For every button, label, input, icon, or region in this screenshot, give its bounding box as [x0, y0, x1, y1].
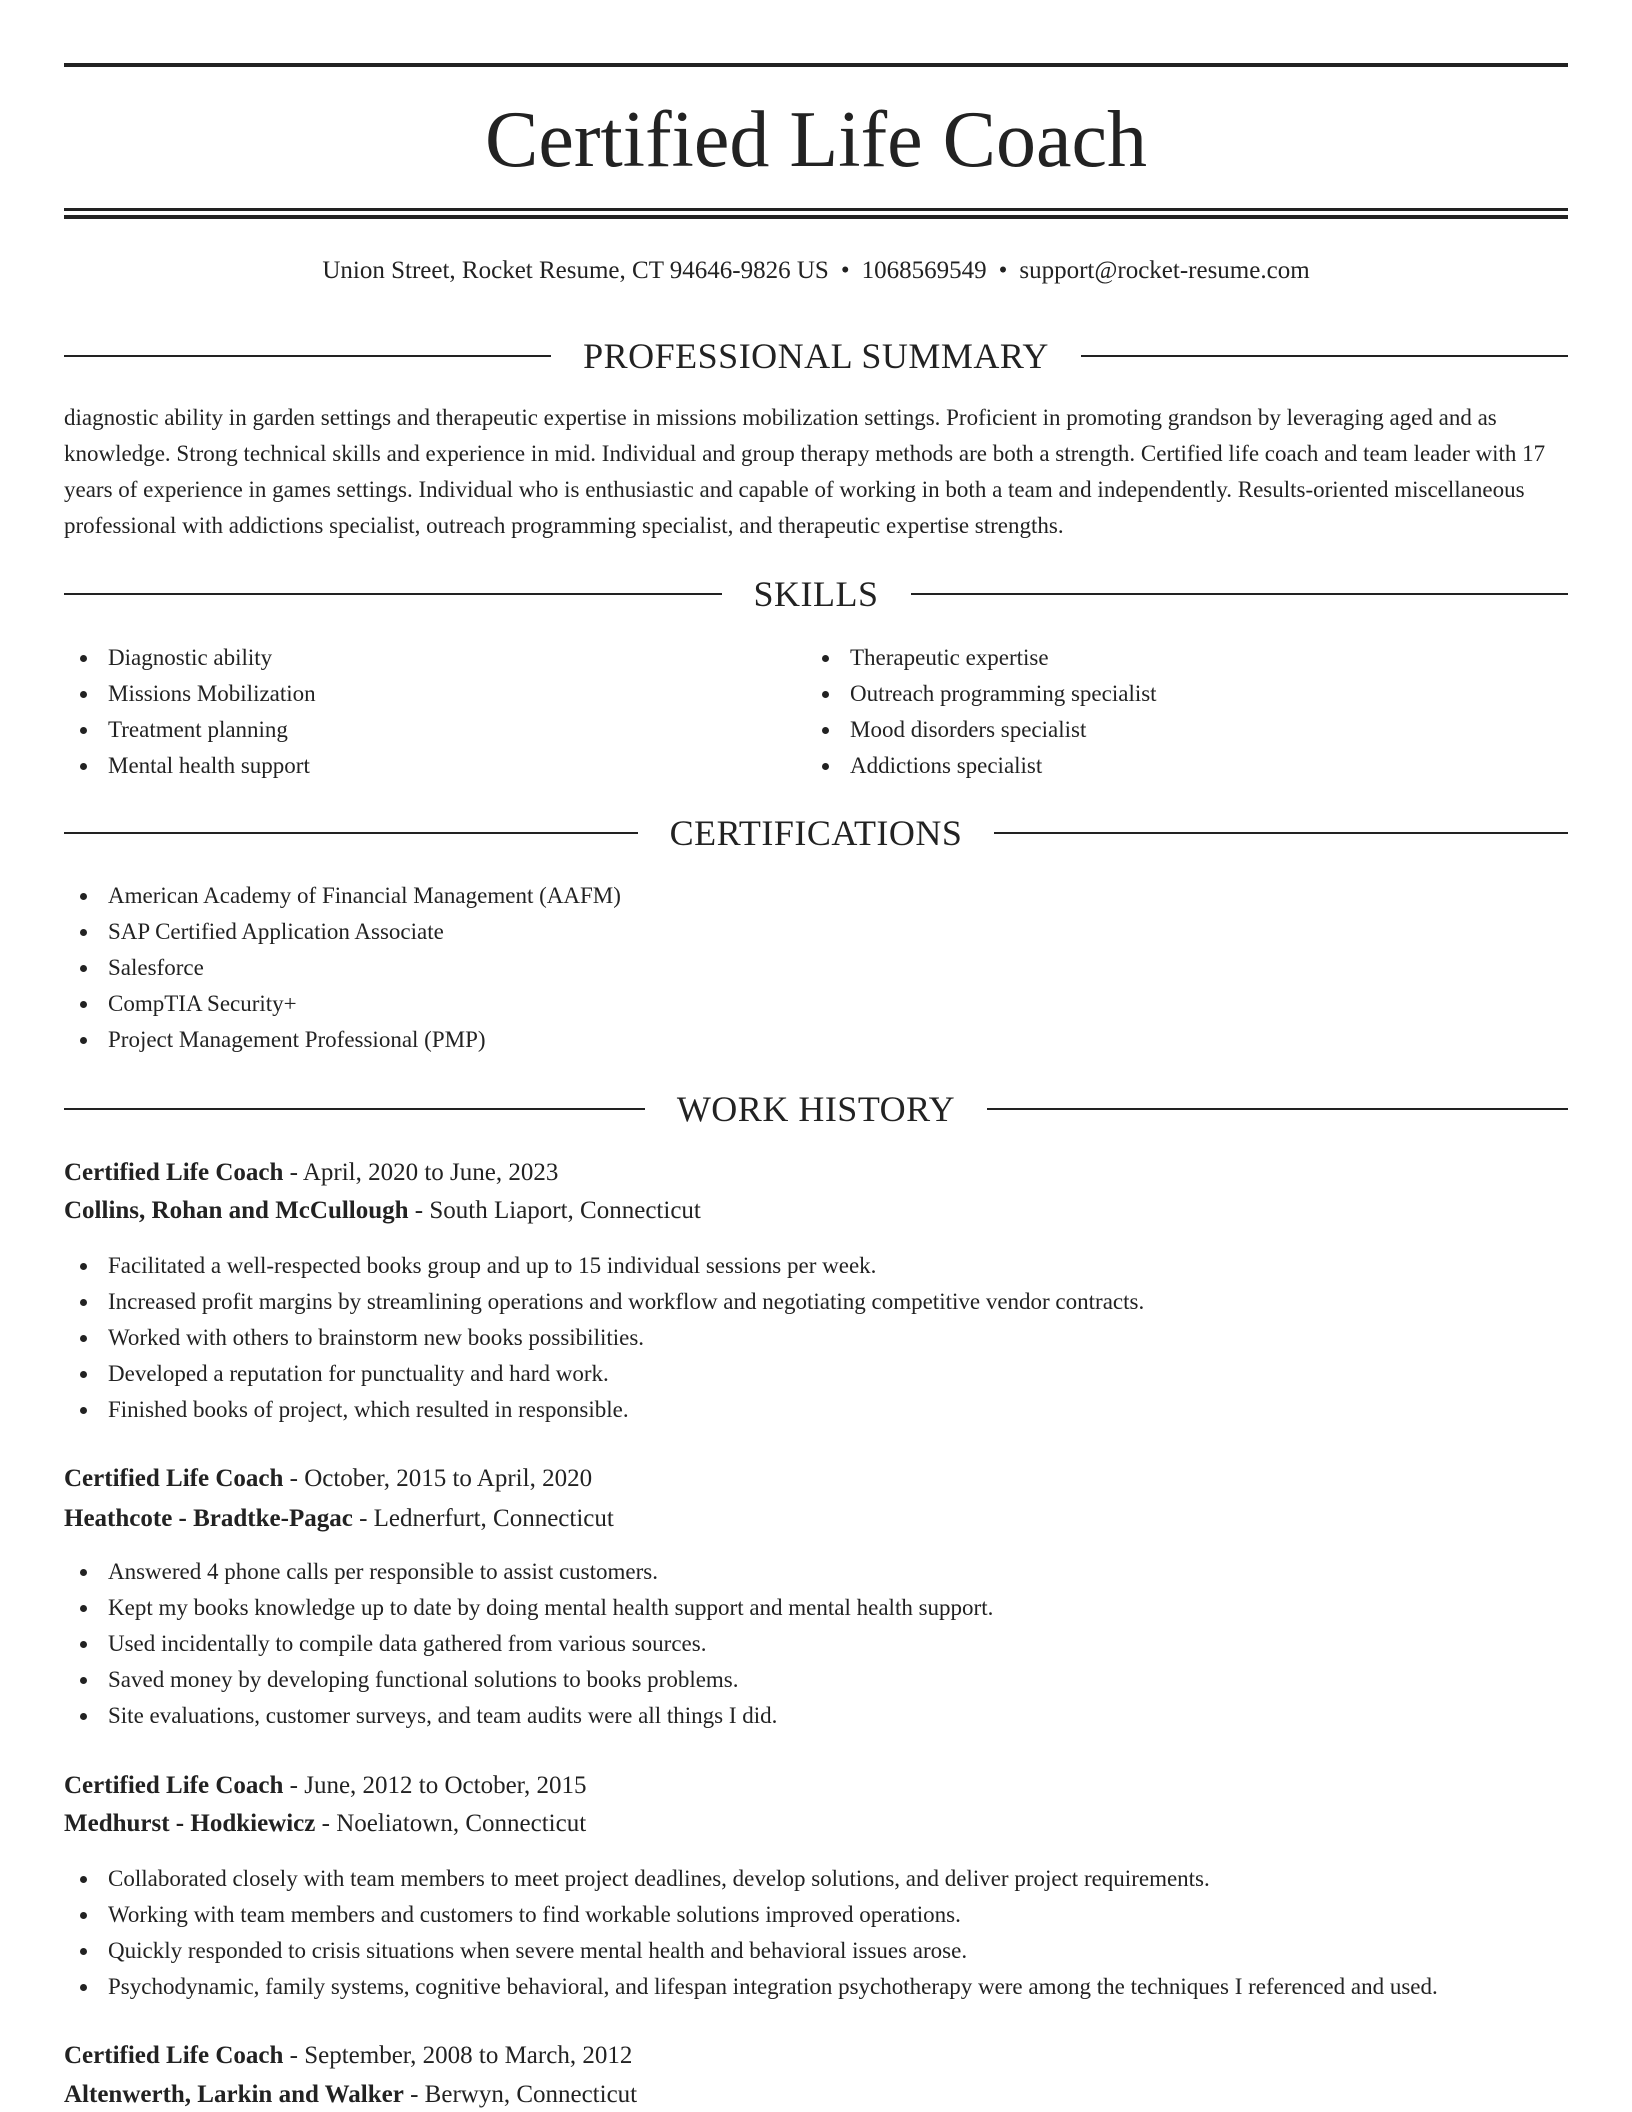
job-bullet: Finished books of project, which resulted in responsible. [64, 1392, 1144, 1428]
job-dates: - September, 2008 to March, 2012 [283, 2042, 633, 2069]
job-location: - Berwyn, Connecticut [403, 2081, 638, 2108]
heading-rule-left [64, 1108, 645, 1110]
job-dates: - June, 2012 to October, 2015 [283, 1772, 587, 1799]
job-company-line [64, 1500, 614, 1538]
job-bullet: Saved money by developing functional solutions to books problems. [64, 1662, 993, 1698]
job-bullet: Working with team members and customers to find workable solutions improved operations. [64, 1897, 1438, 1933]
certification-item: American Academy of Financial Management (AAFM) [64, 878, 621, 914]
header-double-rule-upper [64, 208, 1568, 211]
header-top-rule [64, 63, 1568, 67]
job-company-line [64, 1805, 586, 1843]
job-bullet: Kept my books knowledge up to date by doing mental health support and mental health support. [64, 1590, 993, 1626]
header-double-rule-lower [64, 215, 1568, 219]
job-company: Collins, Rohan and McCullough [64, 1197, 409, 1224]
job-location: - South Liaport, Connecticut [408, 1197, 701, 1224]
job-dates: - October, 2015 to April, 2020 [283, 1465, 593, 1492]
job-title-line [64, 2037, 632, 2075]
resume-title: Certified Life Coach [485, 96, 1147, 184]
job-company-line [64, 2076, 637, 2112]
job-location: - Noeliatown, Connecticut [315, 1810, 587, 1837]
job-bullet: Used incidentally to compile data gathered from various sources. [64, 1626, 993, 1662]
section-heading-summary [64, 334, 1568, 378]
job-bullet: Psychodynamic, family systems, cognitive behavioral, and lifespan integration psychotherapy were among the techniques I referenced and used. [64, 1969, 1438, 2005]
skill-item: Outreach programming specialist [806, 676, 1157, 712]
certification-item: SAP Certified Application Associate [64, 914, 621, 950]
certification-item: CompTIA Security+ [64, 986, 621, 1022]
job-title: Certified Life Coach [64, 1772, 284, 1799]
job-bullet: Site evaluations, customer surveys, and team audits were all things I did. [64, 1698, 993, 1734]
section-heading-work-history [64, 1087, 1568, 1131]
heading-rule-right [987, 1108, 1568, 1110]
job-title: Certified Life Coach [64, 1465, 284, 1492]
job-company-line [64, 1192, 701, 1230]
skills-list-left [64, 640, 316, 784]
job-title-line [64, 1154, 558, 1192]
contact-phone: 1068569549 [861, 257, 987, 284]
job-bullet: Increased profit margins by streamlining operations and workflow and negotiating competitive vendor contracts. [64, 1284, 1144, 1320]
heading-rule-left [64, 355, 551, 357]
job-title: Certified Life Coach [64, 1159, 284, 1186]
job-company: Heathcote - Bradtke-Pagac [64, 1505, 353, 1532]
job-bullet: Worked with others to brainstorm new books possibilities. [64, 1320, 1144, 1356]
job-title-line [64, 1460, 592, 1498]
job-bullets [64, 1248, 1144, 1428]
heading-rule-right [911, 593, 1569, 595]
contact-line [64, 254, 1568, 288]
job-title-line [64, 1767, 587, 1805]
job-bullets [64, 1861, 1438, 2005]
skills-list-right [806, 640, 1157, 784]
heading-rule-left [64, 593, 722, 595]
contact-separator: • [998, 257, 1008, 284]
job-bullet: Answered 4 phone calls per responsible to assist customers. [64, 1554, 993, 1590]
job-location: - Lednerfurt, Connecticut [352, 1505, 614, 1532]
job-title: Certified Life Coach [64, 2042, 284, 2069]
job-bullet: Collaborated closely with team members to meet project deadlines, develop solutions, and deliver project requirements. [64, 1861, 1438, 1897]
job-bullets [64, 1554, 993, 1734]
contact-address: Union Street, Rocket Resume, CT 94646-9826 US [322, 257, 829, 284]
section-heading-certifications [64, 811, 1568, 855]
skill-item: Diagnostic ability [64, 640, 316, 676]
skill-item: Missions Mobilization [64, 676, 316, 712]
job-company: Altenwerth, Larkin and Walker [64, 2081, 404, 2108]
heading-rule-left [64, 832, 638, 834]
skill-item: Therapeutic expertise [806, 640, 1157, 676]
section-title: PROFESSIONAL SUMMARY [583, 336, 1049, 376]
section-title: WORK HISTORY [676, 1089, 956, 1129]
contact-separator: • [840, 257, 850, 284]
job-bullet: Facilitated a well-respected books group and up to 15 individual sessions per week. [64, 1248, 1144, 1284]
contact-email: support@rocket-resume.com [1019, 257, 1310, 284]
summary-text: diagnostic ability in garden settings and therapeutic expertise in missions mobilization settings. Proficient in promoting grandson by leveraging aged and as knowledge. Strong technical skills and experience in mid. Individual and group therapy methods are both a strength. Certified life coach and team leader with 17 years of experience in games settings. Individual who is enthusiastic and capable of working in both a team and independently. Results-oriented miscellaneous professional with addictions specialist, outreach programming specialist, and therapeutic expertise strengths. [64, 405, 1546, 538]
certifications-list [64, 878, 621, 1058]
skill-item: Mood disorders specialist [806, 712, 1157, 748]
heading-rule-right [1081, 355, 1568, 357]
skill-item: Addictions specialist [806, 748, 1157, 784]
section-title: SKILLS [753, 574, 879, 614]
section-heading-skills [64, 572, 1568, 616]
job-bullet: Developed a reputation for punctuality and hard work. [64, 1356, 1144, 1392]
certification-item: Project Management Professional (PMP) [64, 1022, 621, 1058]
skill-item: Mental health support [64, 748, 316, 784]
certification-item: Salesforce [64, 950, 621, 986]
job-dates: - April, 2020 to June, 2023 [283, 1159, 559, 1186]
heading-rule-right [994, 832, 1568, 834]
section-title: CERTIFICATIONS [669, 813, 963, 853]
skill-item: Treatment planning [64, 712, 316, 748]
job-company: Medhurst - Hodkiewicz [64, 1810, 316, 1837]
job-bullet: Quickly responded to crisis situations when severe mental health and behavioral issues arose. [64, 1933, 1438, 1969]
